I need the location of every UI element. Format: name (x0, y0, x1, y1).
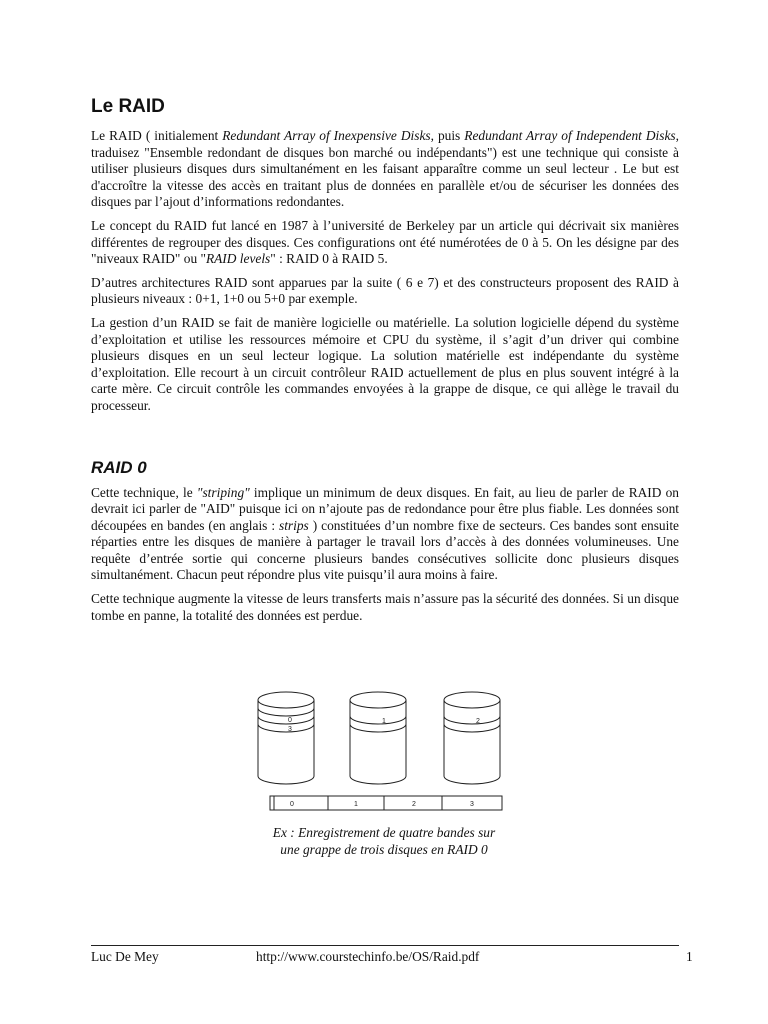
text-run-italic: strips (279, 517, 309, 533)
paragraph-raid0-striping (91, 485, 679, 585)
text-run: , traduisez "Ensemble redondant de disques bon marché ou indépendants") est une technique qui consiste à utiliser plusieurs disques durs simultanément en les faisant apparaître comme un seul lecteur . Le but est d'accroître la vitesse des accès en traitant plus de données en parallèle et/ou de sécuriser les données des disques par l’ajout d’informations redondantes. (91, 128, 679, 210)
section-title-raid-0: RAID 0 (91, 457, 147, 477)
stripe-label-0: 0 (290, 801, 294, 808)
text-run: ) constituées d’un nombre fixe de secteurs. Ces bandes sont ensuite réparties entre les disques de manière à partager le travail lors d’accès à des données volumineuses. Une requête d’entrée sortie qui concerne plusieurs bandes consécutives sollicite donc plusieurs disques simultanément. Chacun peut répondre plus vite puisqu’il aura moins à faire. (91, 517, 679, 583)
text-run: Le RAID ( initialement (91, 128, 223, 143)
disk-1-strip-label-3: 3 (288, 726, 292, 733)
disk-2-strip-label-1: 1 (382, 718, 386, 725)
paragraph-raid-definition (91, 128, 679, 211)
disk-3 (444, 692, 500, 784)
caption-line-1: Ex : Enregistrement de quatre bandes sur (272, 825, 496, 840)
paragraph-raid0-speed: Cette technique augmente la vitesse de leurs transferts mais n’assure pas la sécurité des données. Si un disque tombe en panne, la totalité des données est perdue. (91, 591, 679, 623)
text-run-italic: Redundant Array of Independent Disks (464, 128, 676, 143)
text-run-italic: "striping" (196, 484, 250, 500)
text-run: Cette technique, le (91, 484, 197, 500)
footer-divider (91, 945, 679, 946)
disk-1-strip-label-0: 0 (288, 717, 292, 724)
caption-line-2: une grappe de trois disques en RAID 0 (280, 842, 488, 857)
footer-url[interactable]: http://www.courstechinfo.be/OS/Raid.pdf (256, 949, 480, 964)
paragraph-raid-management: La gestion d’un RAID se fait de manière logicielle ou matérielle. La solution logicielle dépend du système d’exploitation et utilise les ressources mémoire et CPU du système, il s’agit d’un driver qui combine plusieurs disques en un seul lecteur logique. La solution matérielle est indépendante du système d’exploitation. Elle recourt à un circuit contrôleur RAID actuellement de plus en plus souvent intégré à la carte mère. Ce circuit contrôle les commandes envoyées à la grappe de disque, ce qui allège le travail du processeur. (91, 314, 679, 413)
section-title-le-raid: Le RAID (91, 96, 165, 117)
disk-2 (350, 692, 406, 784)
paragraph-raid-architectures: D’autres architectures RAID sont apparues par la suite ( 6 e 7) et des constructeurs proposent des RAID à plusieurs niveaux : 0+1, 1+0 ou 5+0 par exemple. (91, 274, 679, 307)
text-run-italic: RAID levels (205, 251, 271, 267)
footer-author: Luc De Mey (91, 949, 159, 964)
paragraph-raid-concept (91, 218, 679, 268)
text-run: implique un minimum de deux disques. En fait, au lieu de parler de RAID on devrait ici parler de "AID" puisque ici on n’ajoute pas de redondance pour être plus fiable. Les données sont découpées en bandes (en anglais : (91, 484, 679, 533)
text-run: , puis (430, 128, 465, 143)
footer-page-number: 1 (686, 949, 693, 964)
text-run: " : RAID 0 à RAID 5. (270, 251, 388, 267)
raid0-diagram (254, 690, 516, 812)
stripe-bar (270, 796, 502, 810)
stripe-label-2: 2 (412, 801, 416, 808)
stripe-label-1: 1 (354, 801, 358, 808)
figure-caption (0, 824, 768, 858)
stripe-label-3: 3 (470, 801, 474, 808)
disk-1 (258, 692, 314, 784)
text-run-italic: Redundant Array of Inexpensive Disks (222, 128, 431, 143)
text-run: Le concept du RAID fut lancé en 1987 à l’université de Berkeley par un article qui décrivait six manières différentes de regrouper des disques. Ces configurations ont été numérotées de 0 à 5. On les désigne par des "niveaux RAID" ou " (91, 217, 679, 267)
document-body (91, 96, 679, 631)
disk-3-strip-label-2: 2 (476, 718, 480, 725)
